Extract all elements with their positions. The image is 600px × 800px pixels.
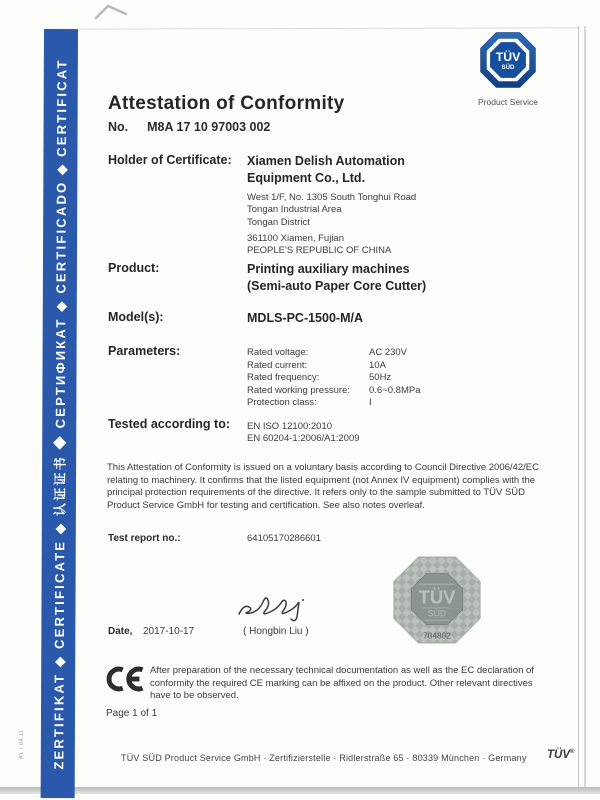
parameters-table bbox=[247, 347, 421, 410]
signer-name: ( Hongbin Liu ) bbox=[243, 626, 309, 637]
page-number: Page 1 of 1 bbox=[106, 708, 158, 719]
svg-text:SÜD: SÜD bbox=[501, 63, 515, 71]
ce-marking-note: After preparation of the necessary technical documentation as well as the EC declaration of conformity the required CE marking can be affixed on the product. Other relevant directives have to be observed. bbox=[150, 665, 534, 702]
date-value: 2017-10-17 bbox=[143, 626, 195, 637]
certificate-number-label: No. bbox=[108, 120, 129, 134]
standard-line: EN 60204-1:2006/A1:2009 bbox=[247, 433, 360, 445]
parameter-row bbox=[247, 347, 421, 360]
issuer-footer-line: TÜV SÜD Product Service GmbH · Zertifizierstelle · Ridlerstraße 65 · 80339 München · Germany bbox=[121, 753, 527, 763]
scan-shadow-right bbox=[578, 26, 586, 792]
product-label: Product: bbox=[108, 261, 160, 275]
certificate-number-value: M8A 17 10 97003 002 bbox=[147, 120, 271, 134]
holder-address-line: Tongan Industrial Area bbox=[247, 204, 342, 216]
product-value bbox=[247, 261, 426, 295]
tuv-wordmark bbox=[547, 749, 574, 761]
parameter-row bbox=[247, 360, 421, 373]
logo-caption: Product Service bbox=[478, 97, 538, 107]
tuv-sud-logo bbox=[477, 32, 539, 107]
parameter-row bbox=[247, 397, 421, 410]
tuv-sud-octagon-icon bbox=[480, 32, 536, 88]
parameter-row bbox=[247, 385, 421, 398]
ribbon-multilingual-text: ZERTIFIKAT ◆ CERTIFICATE ◆ 认证证书 ◆ СЕРТИФИКАТ ◆ CERTIFICADO ◆ CERTIFICAT bbox=[51, 57, 70, 770]
tested-standards bbox=[247, 421, 360, 446]
models-value: MDLS-PC-1500-M/A bbox=[247, 311, 363, 325]
svg-text:SÜD: SÜD bbox=[427, 608, 447, 619]
parameter-name: Rated voltage: bbox=[247, 347, 309, 358]
voluntary-basis-statement: This Attestation of Conformity is issued on a voluntary basis according to Council Directive 2006/42/EC relating to machinery. It confirms that the listed equipment (not Annex IV equipment) complies with the principal protection requirements of the directive. It refers only to the sample submitted to TÜV SÜD Product Service GmbH for testing and certification. See also notes overleaf. bbox=[107, 462, 539, 511]
parameters-label: Parameters: bbox=[108, 344, 181, 358]
product-value-line: Printing auxiliary machines bbox=[247, 262, 410, 276]
registered-symbol: ® bbox=[570, 749, 575, 756]
standard-line: EN ISO 12100:2010 bbox=[247, 421, 333, 432]
form-revision-note: A1 / 04.11 bbox=[19, 729, 25, 759]
models-label: Model(s): bbox=[108, 310, 164, 324]
holder-address-line: West 1/F, No. 1305 South Tonghui Road bbox=[247, 192, 417, 203]
ce-mark-icon bbox=[106, 664, 144, 694]
parameter-name: Rated frequency: bbox=[247, 372, 320, 384]
svg-text:704802: 704802 bbox=[423, 630, 451, 641]
holder-name-line: Equipment Co., Ltd. bbox=[247, 171, 366, 185]
corner-crease-mark bbox=[92, 2, 132, 24]
tuv-sud-stamp bbox=[393, 552, 481, 648]
certificate-ribbon bbox=[41, 29, 78, 798]
holder-address-line: 361100 Xiamen, Fujian bbox=[247, 232, 344, 244]
parameter-row bbox=[247, 372, 421, 385]
tuv-wordmark-text: TÜV bbox=[547, 749, 570, 761]
page-title: Attestation of Conformity bbox=[108, 93, 345, 114]
holder-address-line: PEOPLE'S REPUBLIC OF CHINA bbox=[247, 245, 392, 257]
parameter-name: Rated current: bbox=[247, 359, 308, 371]
parameter-value: 50Hz bbox=[369, 372, 392, 384]
parameter-value: I bbox=[369, 397, 372, 409]
holder-address-line: Tongan District bbox=[247, 216, 310, 228]
parameter-value: AC 230V bbox=[369, 347, 408, 358]
test-report-label: Test report no.: bbox=[108, 533, 181, 544]
parameter-value: 0.6~0.8MPa bbox=[369, 384, 421, 396]
page-top-edge bbox=[44, 27, 578, 29]
holder-name-line: Xiamen Delish Automation bbox=[247, 154, 405, 168]
certificate-number bbox=[108, 120, 270, 134]
signature-scribble bbox=[236, 590, 336, 624]
scan-shadow-bottom bbox=[0, 787, 600, 794]
parameter-value: 10A bbox=[369, 359, 386, 371]
parameter-name: Protection class: bbox=[247, 397, 317, 409]
svg-text:TÜV: TÜV bbox=[418, 586, 456, 608]
date-label: Date, bbox=[108, 626, 133, 637]
tested-label: Tested according to: bbox=[108, 417, 231, 431]
holder-label: Holder of Certificate: bbox=[108, 153, 232, 167]
parameter-name: Rated working pressure: bbox=[247, 384, 350, 396]
product-value-line: (Semi-auto Paper Core Cutter) bbox=[247, 279, 427, 293]
svg-text:TÜV: TÜV bbox=[495, 50, 521, 65]
holder-value bbox=[247, 153, 416, 257]
test-report-value: 64105170286601 bbox=[247, 533, 321, 544]
